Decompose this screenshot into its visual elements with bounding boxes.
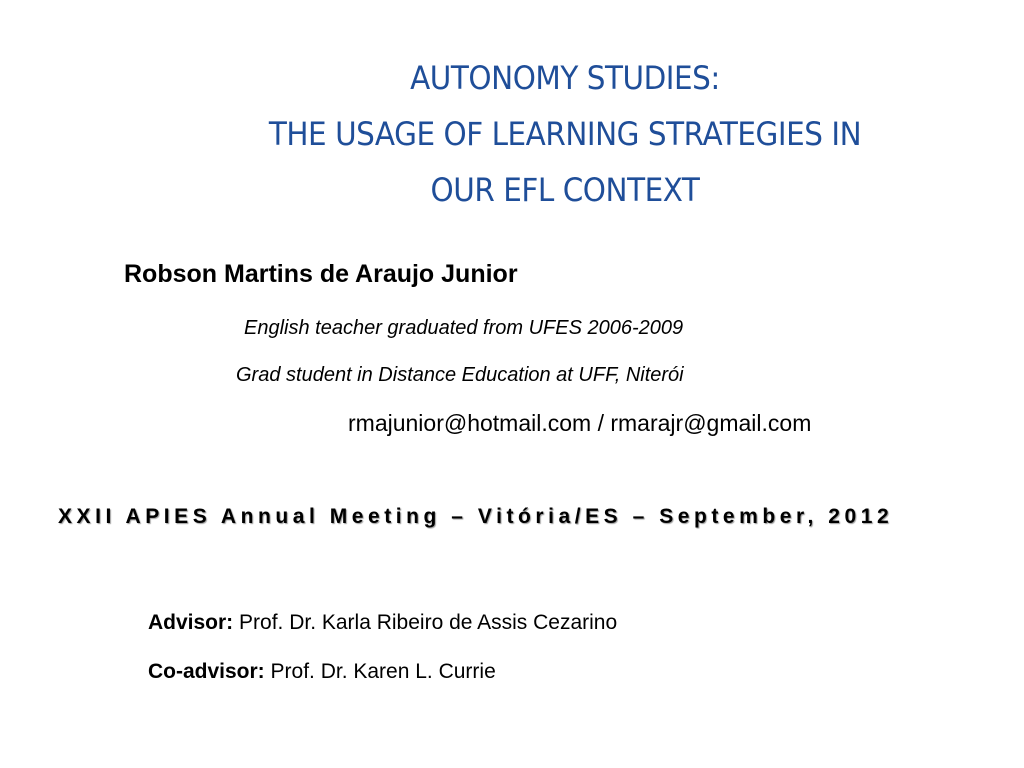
meeting-info: XXII APIES Annual Meeting – Vitória/ES – September, 2012	[58, 505, 894, 528]
title-line-3: OUR EFL CONTEXT	[430, 171, 700, 209]
author-email: rmajunior@hotmail.com / rmarajr@gmail.com	[348, 410, 812, 436]
advisor-line	[148, 611, 617, 635]
slide-title	[183, 50, 947, 218]
coadvisor-name: Prof. Dr. Karen L. Currie	[270, 660, 496, 683]
author-name: Robson Martins de Araujo Junior	[124, 260, 518, 288]
author-affiliation-1: English teacher graduated from UFES 2006-2009	[244, 317, 684, 339]
title-line-2: THE USAGE OF LEARNING STRATEGIES IN	[268, 115, 862, 153]
coadvisor-label: Co-advisor:	[148, 660, 271, 683]
coadvisor-line	[148, 660, 496, 684]
title-line-1: AUTONOMY STUDIES:	[410, 59, 720, 97]
author-affiliation-2: Grad student in Distance Education at UFF, Niterói	[236, 364, 684, 386]
advisor-name: Prof. Dr. Karla Ribeiro de Assis Cezarino	[239, 611, 618, 634]
advisor-label: Advisor:	[148, 611, 240, 634]
